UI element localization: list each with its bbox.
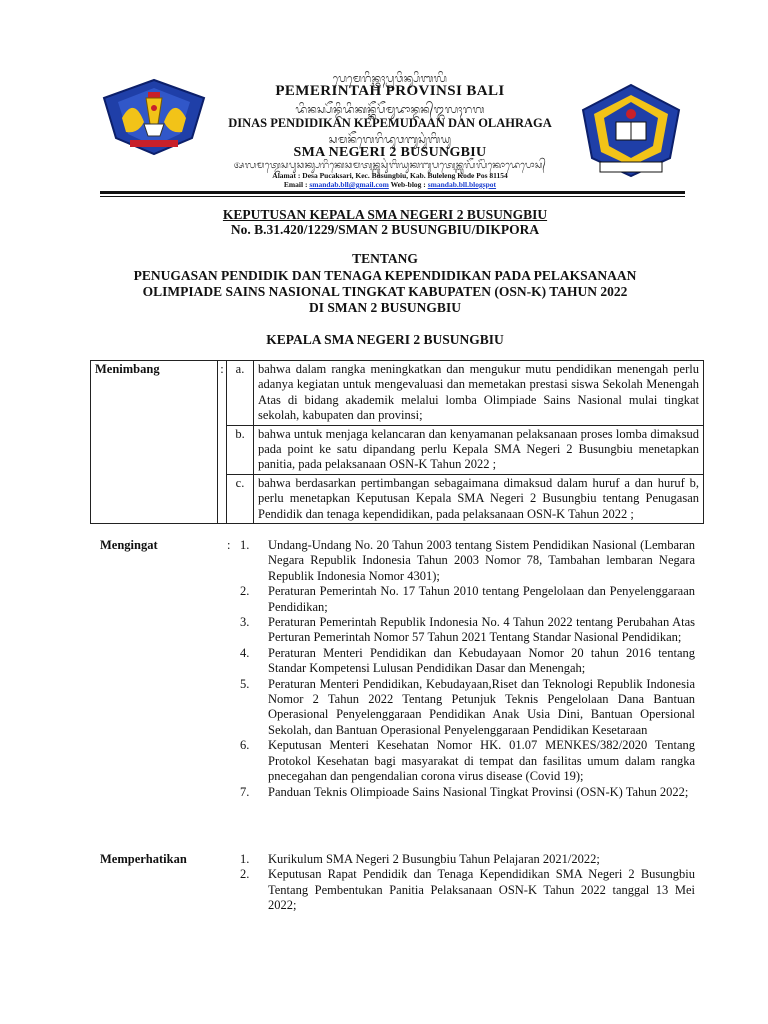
item-text: Keputusan Rapat Pendidik dan Tenaga Kependidikan SMA Negeri 2 Busungbiu Tentang Pembentukan Panitia Pelaksanaan OSN-K Tahun 2022 tanggal 13 Mei 2022; (268, 867, 695, 913)
decree-tentang: TENTANG (352, 251, 418, 266)
letterhead-rule-thin (100, 196, 685, 197)
mengingat-label: Mengingat (100, 538, 158, 552)
item-number: 4. (240, 645, 250, 660)
list-item (240, 738, 695, 784)
item-number: 1. (240, 852, 250, 866)
list-item (240, 538, 695, 584)
item-number: 5. (240, 676, 250, 691)
menimbang-row (91, 361, 704, 426)
item-text: Undang-Undang No. 20 Tahun 2003 tentang Sistem Pendidikan Nasional (Lembaran Negara Republik Indonesia Tahun 2003 Nomor 78, Tambahan lembaran Negara Republik Indonesia Nomor 4301); (268, 538, 695, 583)
email-label: Email : (283, 180, 308, 189)
item-text: Peraturan Menteri Pendidikan dan Kebudayaan Nomor 20 tahun 2016 tentang Standar Kompetensi Lulusan Pendidikan Dasar dan Menengah; (268, 645, 695, 676)
item-text: Peraturan Pemerintah No. 17 Tahun 2010 tentang Pengelolaan dan Penyelenggaraan Pendidikan; (268, 584, 695, 614)
list-item (240, 852, 695, 867)
item-number: 1. (240, 538, 250, 552)
letterhead-government: PEMERINTAH PROVINSI BALI (275, 83, 505, 99)
letterhead-balinese-top: ᬧᬾᬫᬾᬭᬶᬦ᭄ᬢᬄᬧ᭄ᬭᬯᬶᬦ᭄ᬲᬶᬩᬮᬶ (332, 72, 448, 85)
menimbang-text: bahwa dalam rangka meningkatkan dan mengukur mutu pendidikan menengah perlu adanya kegiatan untuk mengevaluasi dan memetakan prestasi siswa Sekolah Menengah Atas di bidang akademik melalui lomba Olimpiade Sains Nasional mulai tingkat sekolah, kabupaten dan provinsi; (254, 361, 704, 426)
letterhead-balinese-address: ᬅᬮᬫᬢ᭄ᬤᬾᬲᬧᬸᬘᬓ᭄ᬲᬭᬶᬓᬾᬘᬫᬢᬦ᭄ᬩᬸᬲᬸᬂᬩᬶᬬᬸᬓᬩᬸᬧᬢᬾᬦ᭄ᬩᬸᬮᭂᬮᭂᬂᬓᭀᬤᬾᬧᭀᬲ᭄ (233, 160, 547, 171)
item-number: 2. (240, 584, 250, 599)
letterhead-rule-thick (100, 191, 685, 194)
memperhatikan-label: Memperhatikan (100, 852, 187, 866)
menimbang-text: bahwa berdasarkan pertimbangan sebagaimana dimaksud dalam huruf a dan huruf b, perlu menetapkan Keputusan Kepala SMA Negeri 2 Busungbiu tentang Penugasan Pendidik dan tenaga kependidikan, pada pelaksanaan OSN-K Tahun 2022 ; (254, 474, 704, 523)
school-emblem (578, 82, 684, 180)
list-item (240, 646, 695, 677)
web-label: Web-blog : (390, 180, 426, 189)
item-number: 6. (240, 738, 250, 753)
decree-subject-line-3: DI SMAN 2 BUSUNGBIU (309, 300, 461, 315)
menimbang-colon: : (218, 361, 227, 524)
letterhead-balinese-school: ᬲᬫᬦᭂᬕᬾᬭᬶᬤᬸᬯᬩᬸᬲᬸᬂᬩᬶᬬᬸ (328, 133, 452, 146)
list-item (240, 615, 695, 646)
menimbang-text: bahwa untuk menjaga kelancaran dan kenyamanan pelaksanaan proses lomba dimaksud pada point ke satu dipandang perlu Kepala SMA Negeri 2 Busungbiu menetapkan panitia, pada pelaksanaan OSN-K Tahun 2022 ; (254, 425, 704, 474)
menimbang-label: Menimbang (91, 361, 218, 524)
letterhead-balinese-dept: ᬤᬶᬦᬲ᭄ᬧᭂᬦ᭄ᬤᬶᬤᬶᬓᬦ᭄ᬓᭂᬧᭂᬫᬸᬤᬵᬦ᭄ᬤᬦ᭄ᬑᬮᬄᬭᬕ (295, 103, 485, 116)
mengingat-colon: : (227, 538, 231, 552)
item-text: Peraturan Pemerintah Republik Indonesia No. 4 Tahun 2022 tentang Perubahan Atas Perturan Pemerintah Nomor 57 Tahun 2021 Tentang Standar Nasional Pendidikan; (268, 615, 695, 645)
menimbang-letter: c. (227, 474, 254, 523)
item-number: 7. (240, 784, 250, 799)
menimbang-letter: b. (227, 425, 254, 474)
decree-subject-line-2: OLIMPIADE SAINS NASIONAL TINGKAT KABUPATEN (OSN-K) TAHUN 2022 (142, 284, 628, 299)
letterhead-address: Alamat : Desa Pucaksari, Kec. Busungbiu, Kab. Buleleng Kode Pos 81154 (272, 171, 508, 180)
menimbang-table (90, 360, 704, 524)
list-item (240, 785, 695, 800)
decree-number: No. B.31.420/1229/SMAN 2 BUSUNGBIU/DIKPORA (230, 222, 540, 237)
mengingat-list (240, 538, 695, 800)
list-item (240, 677, 695, 739)
memperhatikan-list (240, 852, 695, 914)
item-text: Peraturan Menteri Pendidikan, Kebudayaan,Riset dan Teknologi Republik Indonesia Nomor 2 Tahun 2022 Tentang Petunjuk Teknis Pengelolaan Dana Bantuan Operasional Penyelenggaraan Pendidikan Anak Usia Dini, Bantuan Opersional Sekolah, dan Bantuan Operasional Penyelenggaraan Pendidikan Kesetaraan (268, 676, 695, 737)
list-item (240, 584, 695, 615)
web-link[interactable]: smandab.bll.blogspot (427, 180, 497, 189)
email-link[interactable]: smandab.bll@gmail.com (309, 180, 389, 189)
letterhead-contact (210, 180, 570, 189)
item-text: Keputusan Menteri Kesehatan Nomor HK. 01.07 MENKES/382/2020 Tentang Protokol Kesehatan bagi masyarakat di tempat dan fasilitas umum dalam rangka pnecegahan dan pengendalian corona virus disease (Covid 19); (268, 738, 695, 784)
item-text: Panduan Teknis Olimpioade Sains Nasional Tingkat Provinsi (OSN-K) Tahun 2022; (268, 784, 689, 799)
item-text: Kurikulum SMA Negeri 2 Busungbiu Tahun Pelajaran 2021/2022; (268, 852, 600, 866)
decree-head-title: KEPALA SMA NEGERI 2 BUSUNGBIU (266, 332, 504, 347)
menimbang-letter: a. (227, 361, 254, 426)
item-number: 3. (240, 615, 250, 630)
letterhead-school: SMA NEGERI 2 BUSUNGBIU (293, 145, 487, 160)
bali-province-emblem (100, 78, 208, 158)
decree-subject-line-1: PENUGASAN PENDIDIK DAN TENAGA KEPENDIDIKAN PADA PELAKSANAAN (133, 268, 637, 283)
letterhead-department: DINAS PENDIDIKAN KEPEMUDAAN DAN OLAHRAGA (228, 116, 552, 130)
list-item (240, 867, 695, 913)
decree-heading: KEPUTUSAN KEPALA SMA NEGERI 2 BUSUNGBIU (222, 207, 548, 222)
item-number: 2. (240, 867, 250, 882)
